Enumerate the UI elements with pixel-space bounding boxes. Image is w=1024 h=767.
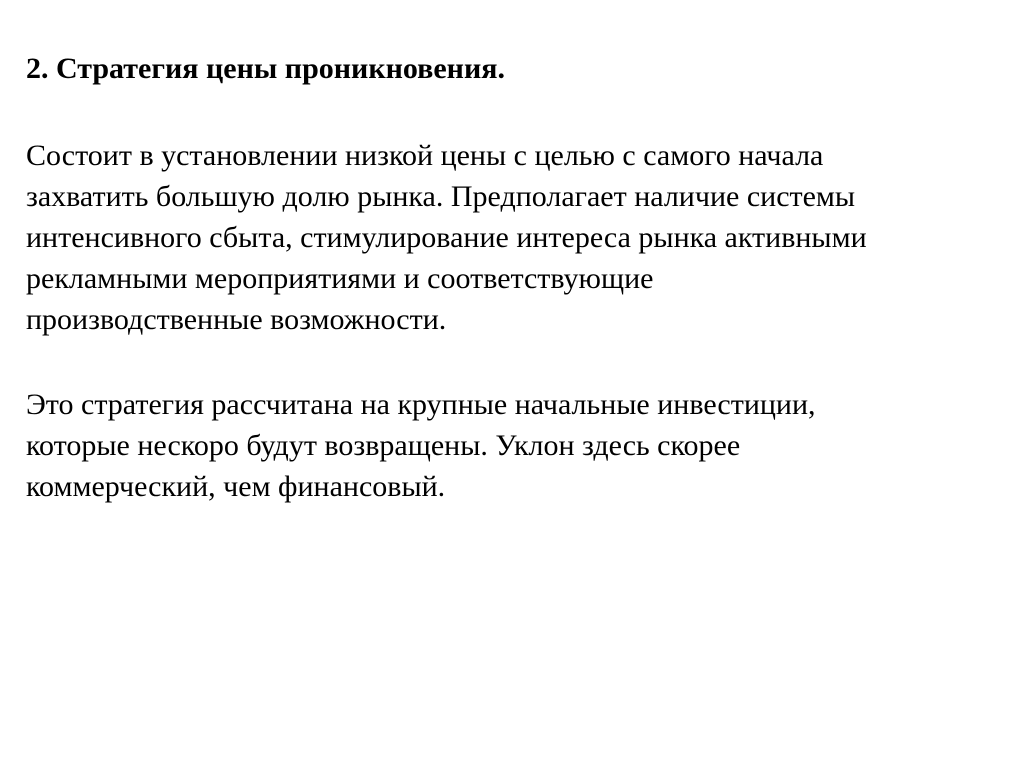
spacer bbox=[26, 91, 1006, 135]
slide-content bbox=[26, 47, 1006, 507]
paragraph-line: производственные возможности. bbox=[26, 303, 447, 336]
paragraph-line: рекламными мероприятиями и соответствующие bbox=[26, 262, 654, 295]
paragraph-line: Это стратегия рассчитана на крупные начальные инвестиции, bbox=[26, 388, 816, 421]
paragraph-line: коммерческий, чем финансовый. bbox=[26, 470, 446, 503]
spacer bbox=[26, 340, 1006, 384]
paragraph-line: которые нескоро будут возвращены. Уклон здесь скорее bbox=[26, 429, 741, 462]
paragraph-line: захватить большую долю рынка. Предполагает наличие системы bbox=[26, 180, 856, 213]
paragraph-investment-note bbox=[26, 384, 1006, 507]
paragraph-line: интенсивного сбыта, стимулирование интереса рынка активными bbox=[26, 221, 867, 254]
slide-title: 2. Стратегия цены проникновения. bbox=[26, 52, 505, 85]
paragraph-line: Состоит в установлении низкой цены с целью с самого начала bbox=[26, 139, 824, 172]
paragraph-penetration-definition bbox=[26, 135, 1006, 340]
